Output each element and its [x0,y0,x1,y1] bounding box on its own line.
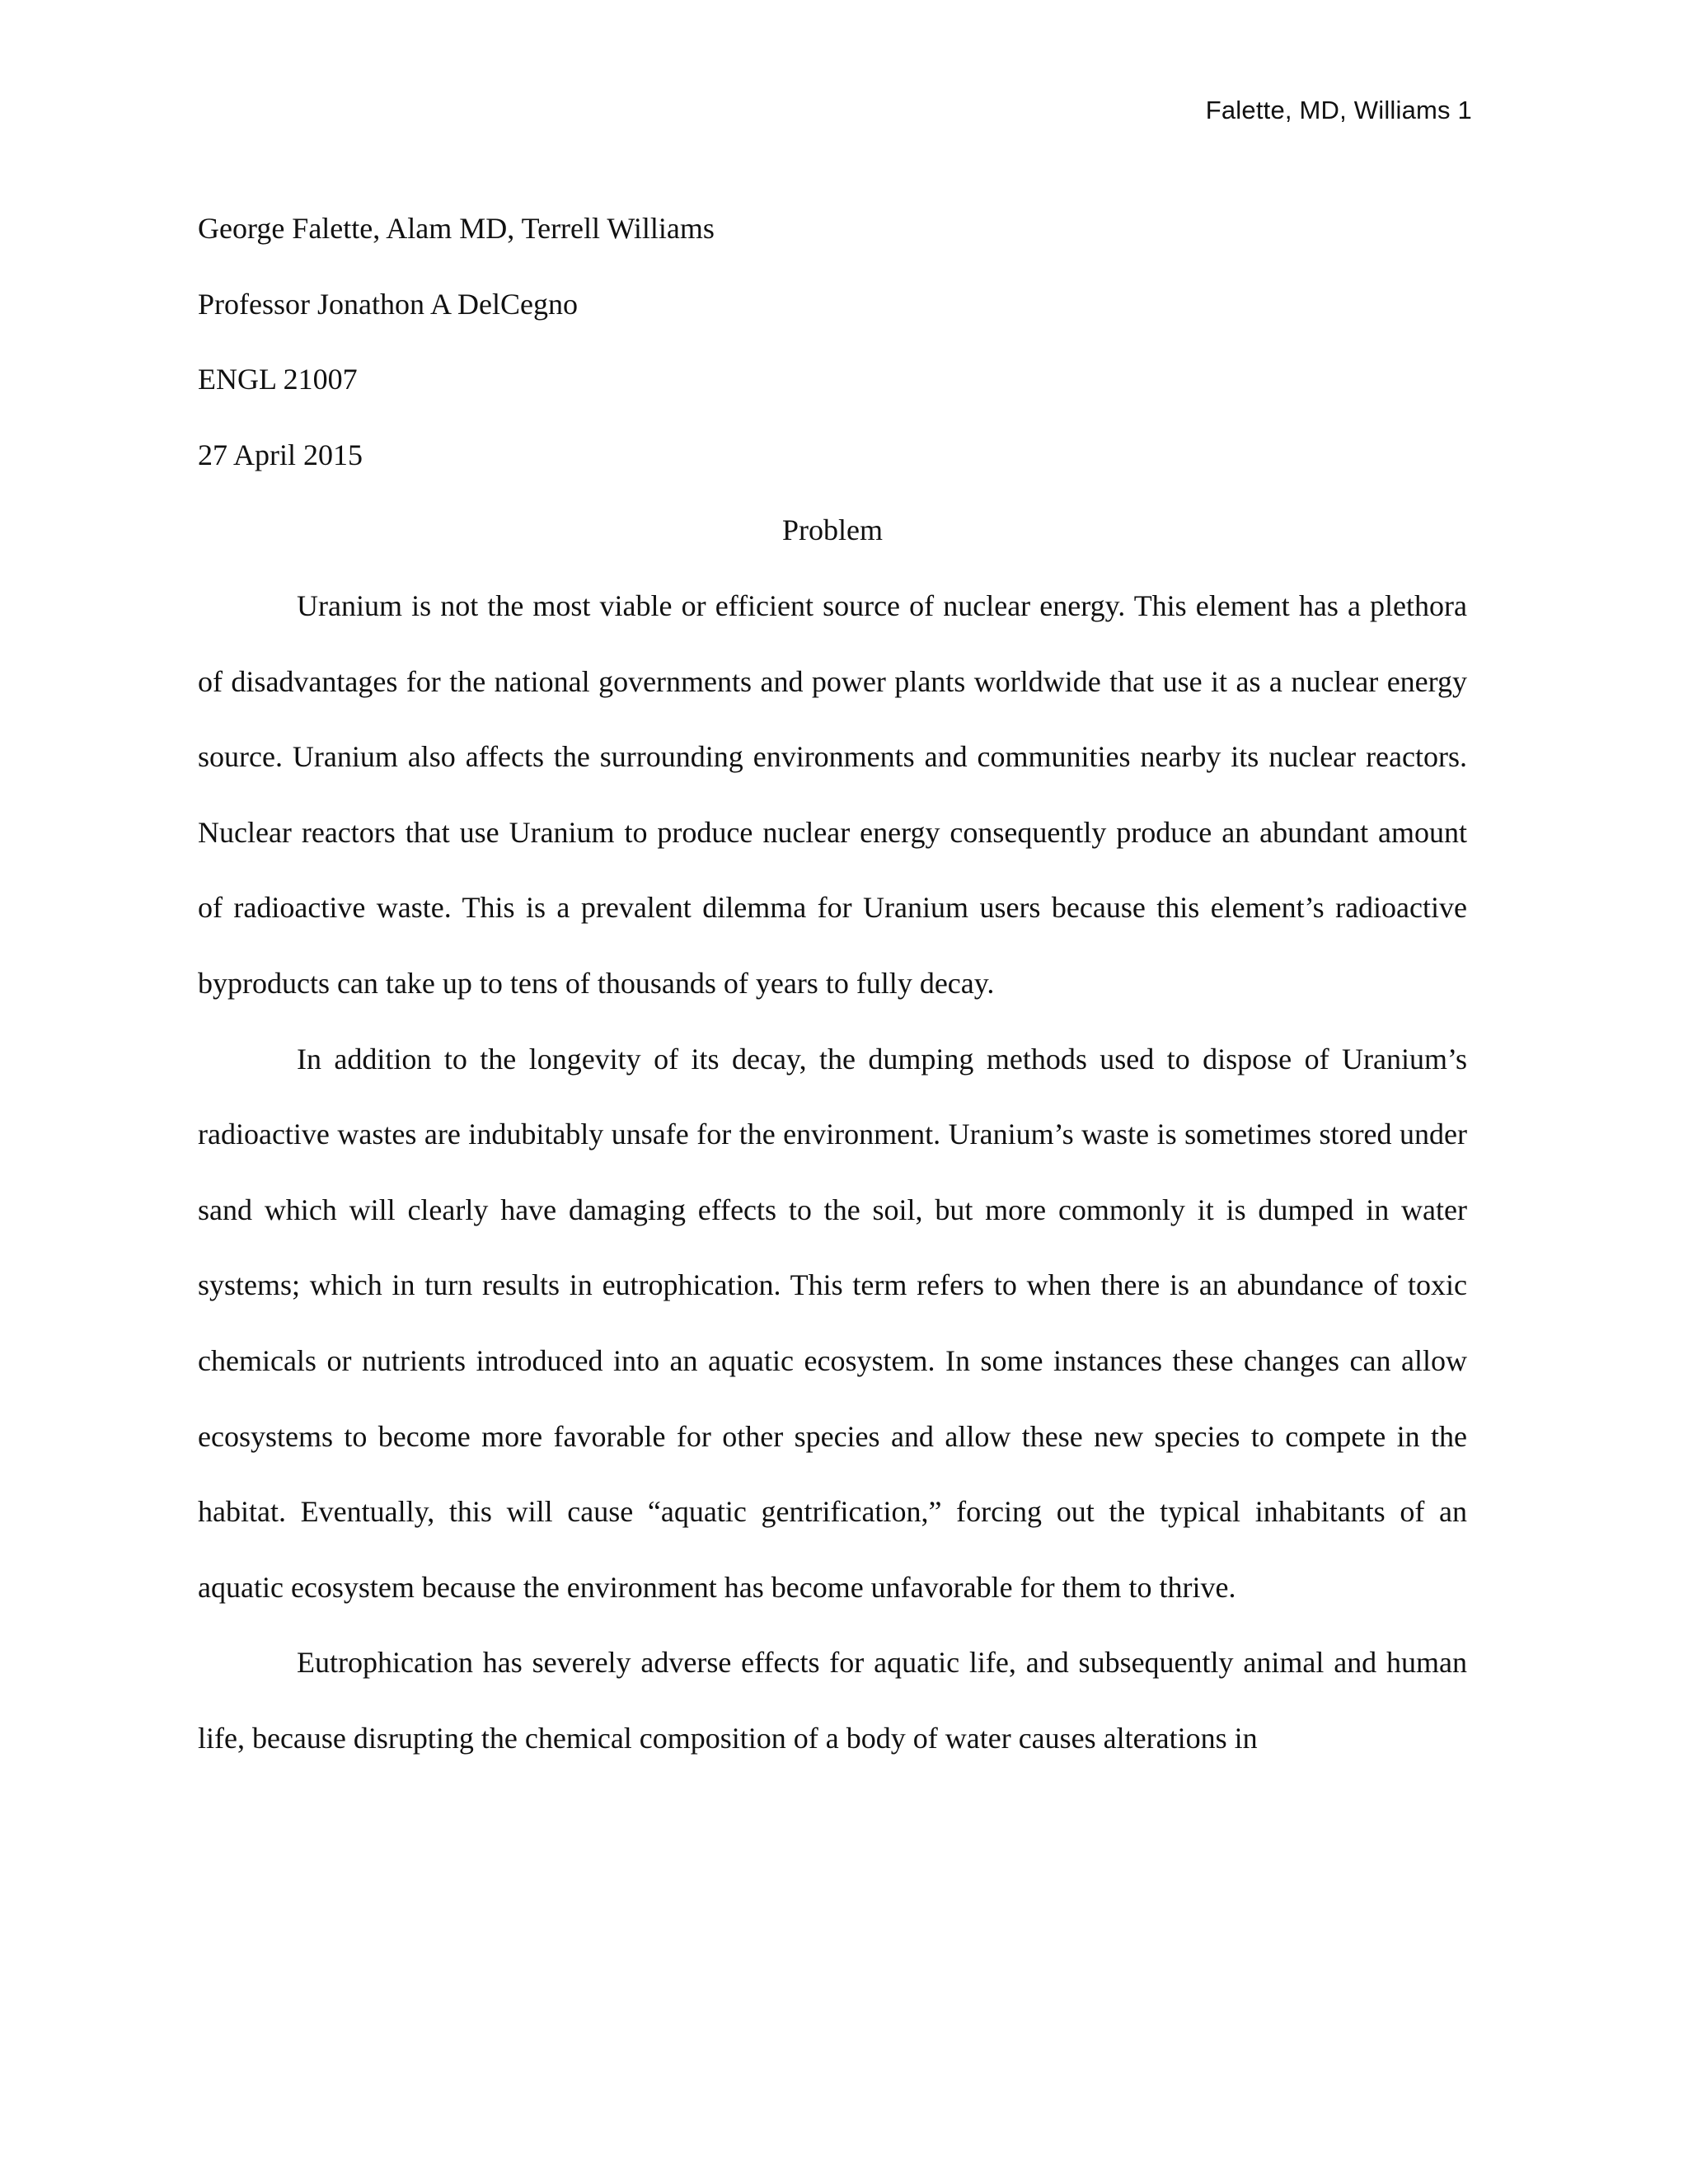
running-header: Falette, MD, Williams 1 [1205,96,1472,124]
paragraph-1: Uranium is not the most viable or efficient source of nuclear energy. This element has a plethora of disadvantages for the national governments and power plants worldwide that use it as a nuclear energy source. Uranium also affects the surrounding environments and communities nearby its nuclear reactors. Nuclear reactors that use Uranium to produce nuclear energy consequently produce an abundant amount of radioactive waste. This is a prevalent dilemma for Uranium users because this element’s radioactive byproducts can take up to tens of thousands of years to fully decay. [198,588,1467,1000]
course-code: ENGL 21007 [198,363,358,396]
document-title: Problem [782,513,883,547]
document-date: 27 April 2015 [198,438,363,471]
author-names: George Falette, Alam MD, Terrell Williams [198,212,715,245]
document-body [198,191,1467,1776]
paragraph-2: In addition to the longevity of its decay, the dumping methods used to dispose of Uranium’s radioactive wastes are indubitably unsafe for the environment. Uranium’s waste is sometimes stored under sand which will clearly have damaging effects to the soil, but more commonly it is dumped in water systems; which in turn results in eutrophication. This term refers to when there is an abundance of toxic chemicals or nutrients introduced into an aquatic ecosystem. In some instances these changes can allow ecosystems to become more favorable for other species and allow these new species to compete in the habitat. Eventually, this will cause “aquatic gentrification,” forcing out the typical inhabitants of an aquatic ecosystem because the environment has become unfavorable for them to thrive. [198,1042,1467,1604]
paragraph-3: Eutrophication has severely adverse effects for aquatic life, and subsequently animal and human life, because disrupting the chemical composition of a body of water causes alterations in [198,1646,1467,1755]
professor-name: Professor Jonathon A DelCegno [198,287,578,321]
